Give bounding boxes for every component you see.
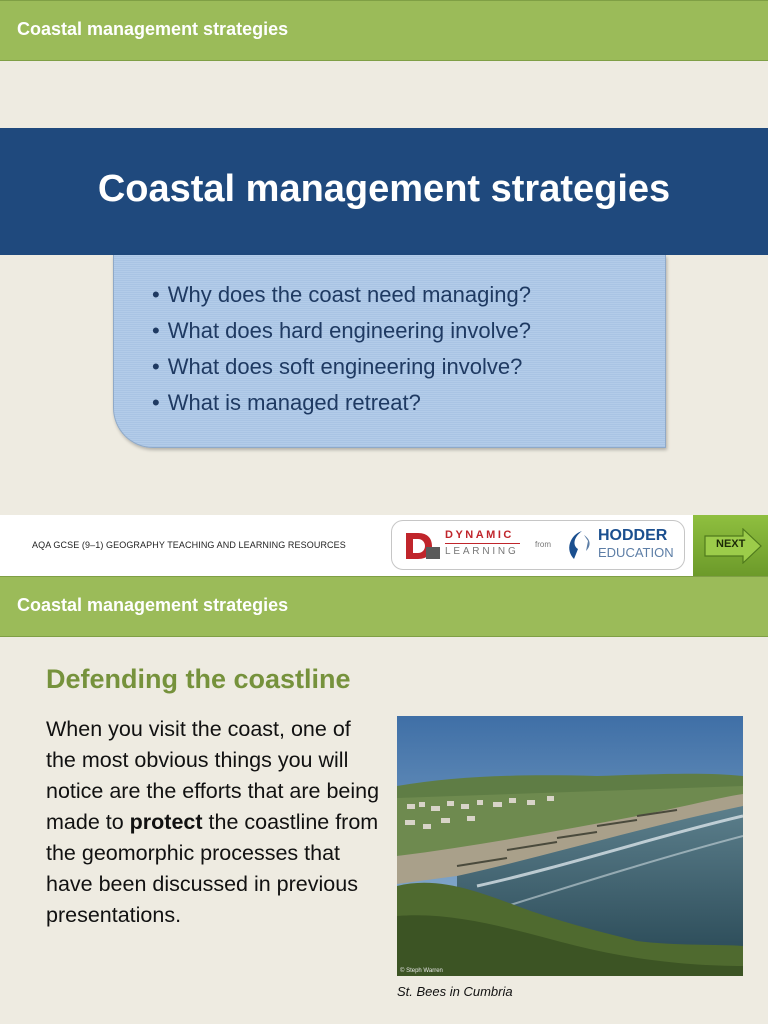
logo-divider <box>445 543 520 544</box>
footer-strip <box>0 515 768 576</box>
footer-caption: AQA GCSE (9–1) GEOGRAPHY TEACHING AND LEARNING RESOURCES <box>32 540 346 550</box>
question-text: What does soft engineering involve? <box>167 354 523 379</box>
dynamic-learning-logo-icon <box>404 531 442 566</box>
bullet-marker: • <box>152 318 160 343</box>
photo-credit: © Steph Warren <box>400 968 443 974</box>
question-text: What is managed retreat? <box>167 390 421 415</box>
section-heading: Defending the coastline <box>46 664 351 694</box>
question-text: What does hard engineering involve? <box>167 318 531 343</box>
questions-list <box>152 277 531 421</box>
next-button[interactable] <box>693 515 768 576</box>
next-label: NEXT <box>716 538 746 550</box>
question-text: Why does the coast need managing? <box>167 282 531 307</box>
slide1-header-title: Coastal management strategies <box>17 19 289 39</box>
questions-box <box>113 255 666 448</box>
coastline-photo <box>397 716 743 976</box>
body-text-start: When you visit the coast, one of the most obvious things you will notice are the efforts that are being made to <box>46 717 380 834</box>
bullet-marker: • <box>152 282 160 307</box>
photo-caption: St. Bees in Cumbria <box>397 984 513 999</box>
question-item <box>152 385 531 421</box>
slide2-header-bar <box>0 576 768 637</box>
bullet-marker: • <box>152 354 160 379</box>
hodder-word1: HODDER <box>598 527 668 544</box>
hodder-logo-icon <box>568 529 594 566</box>
question-item <box>152 313 531 349</box>
body-text-bold: protect <box>129 810 203 834</box>
body-text-end: the coastline from the geomorphic processes that have been discussed in previous presentations. <box>46 810 379 927</box>
body-paragraph <box>46 714 386 931</box>
publisher-logos[interactable] <box>391 520 685 570</box>
page-title: Coastal management strategies <box>97 168 671 210</box>
title-band <box>0 128 768 255</box>
bullet-marker: • <box>152 390 160 415</box>
question-item <box>152 277 531 313</box>
slide1-header-bar <box>0 0 768 61</box>
dynamic-learning-word1: DYNAMIC <box>445 529 514 541</box>
hodder-word2: EDUCATION <box>598 545 674 560</box>
slide2-header-title: Coastal management strategies <box>17 595 289 615</box>
question-item <box>152 349 531 385</box>
from-text: from <box>535 540 551 549</box>
dynamic-learning-word2: LEARNING <box>445 546 519 557</box>
